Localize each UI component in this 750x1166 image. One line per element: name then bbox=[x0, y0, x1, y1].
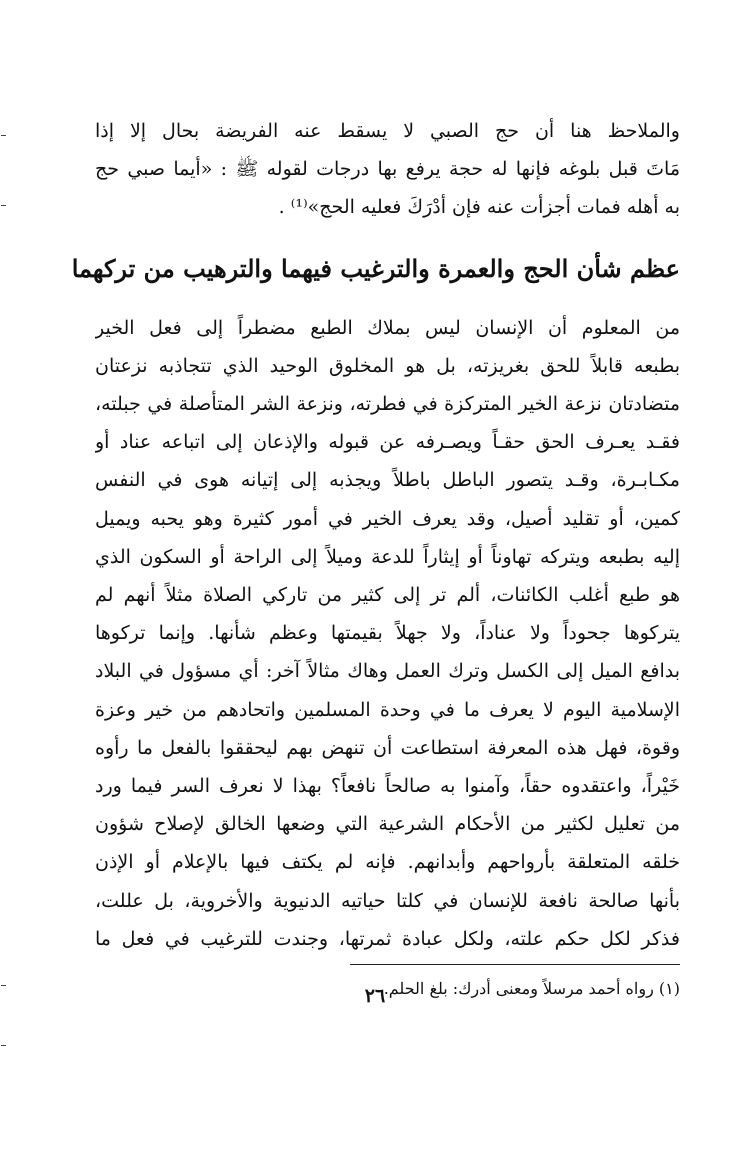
text-line: مكـابـرة، وقـد يتصور الباطل باطلاً ويجذبه إلى إتيانه هوى في النفس bbox=[95, 469, 680, 492]
text-line: بطبعه قابلاً للحق بغريزته، بل هو المخلوق الوحيد الذي تتجاذبه نزعتان bbox=[95, 354, 680, 377]
intro-paragraph bbox=[95, 112, 680, 227]
text-line: بدافع الميل إلى الكسل وترك العمل وهاك مثالاً آخر: أي مسؤول في البلاد bbox=[95, 660, 680, 683]
body-paragraph bbox=[95, 309, 680, 958]
text-line: فذكر لكل حكم علته، ولكل عبادة ثمرتها، وجندت للترغيب في فعل ما bbox=[95, 927, 680, 950]
text-line: إليه بطبعه ويتركه تهاوناً أو إيثاراً للدعة وميلاً إلى الراحة أو السكون الذي bbox=[95, 545, 680, 568]
margin-mark bbox=[1, 985, 6, 986]
text-line: خَيْراً، واعتقدوه حقاً، وآمنوا به صالحاً نافعاً؟ بهذا لا نعرف السر فيما ورد bbox=[95, 775, 680, 798]
margin-mark bbox=[1, 205, 6, 206]
text-line: يتركوها جحوداً ولا عناداً، ولا جهلاً بقيمتها وعظم شأنها. وإنما تركوها bbox=[95, 622, 680, 645]
text-line: مَاتَ قبل بلوغه فإنها له حجة يرفع بها درجات لقوله ﷺ : «أيما صبي حج bbox=[95, 158, 680, 181]
text-line: متضادتان نزعة الخير المتركزة في فطرته، ونزعة الشر المتأصلة في جبلته، bbox=[95, 393, 680, 416]
text-line: بأنها صالحة نافعة للإنسان في كلتا حياتيه الدنيوية والأخروية، بل عللت، bbox=[95, 889, 680, 912]
page-number: ٢٦ bbox=[364, 985, 386, 1007]
page-content bbox=[71, 112, 680, 1003]
text-line: كمين، أو تقليد أصيل، وقد يعرف الخير في أمور كثيرة وهو يحبه ويميل bbox=[95, 507, 680, 530]
text-line: والملاحظ هنا أن حج الصبي لا يسقط عنه الفريضة بحال إلا إذا bbox=[95, 120, 680, 142]
text-line: هو طبع أغلب الكائنات، ألم تر إلى كثير من تاركي الصلاة مثلاً أنهم لم bbox=[95, 584, 680, 607]
text-line: الإسلامية اليوم لا يعرف ما في وحدة المسلمين واتحادهم من خير وعزة bbox=[95, 698, 680, 721]
margin-mark bbox=[1, 135, 6, 136]
footnote-divider bbox=[350, 964, 680, 965]
text-line: من المعلوم أن الإنسان ليس بملاك الطبع مضطراً إلى فعل الخير bbox=[95, 316, 680, 339]
text-line: من تعليل لكثير من الأحكام الشرعية التي وضعها الخالق لإصلاح شؤون bbox=[95, 813, 680, 836]
text-line: فقـد يعـرف الحق حقـاً ويصـرفه عن قبوله والإذعان إلى اتباعه عناد أو bbox=[95, 431, 680, 454]
text-line: خلقه المتعلقة بأرواحهم وأبدانهم. فإنه لم يكتف فيها بالإعلام أو الإذن bbox=[95, 851, 680, 874]
text-line: وقوة، فهل هذه المعرفة استطاعت أن تنهض بهم ليحققوا بالفعل ما رأوه bbox=[95, 736, 680, 759]
text-line: به أهله فمات أجزأت عنه فإن أدْرَكَ فعليه الحج»⁽¹⁾ . bbox=[278, 196, 680, 219]
margin-mark bbox=[1, 1045, 6, 1046]
footnote: (١) رواه أحمد مرسلاً ومعنى أدرك: بلغ الحلم. bbox=[383, 979, 680, 999]
section-heading: عظم شأن الحج والعمرة والترغيب فيهما والترهيب من تركهما bbox=[71, 253, 680, 283]
